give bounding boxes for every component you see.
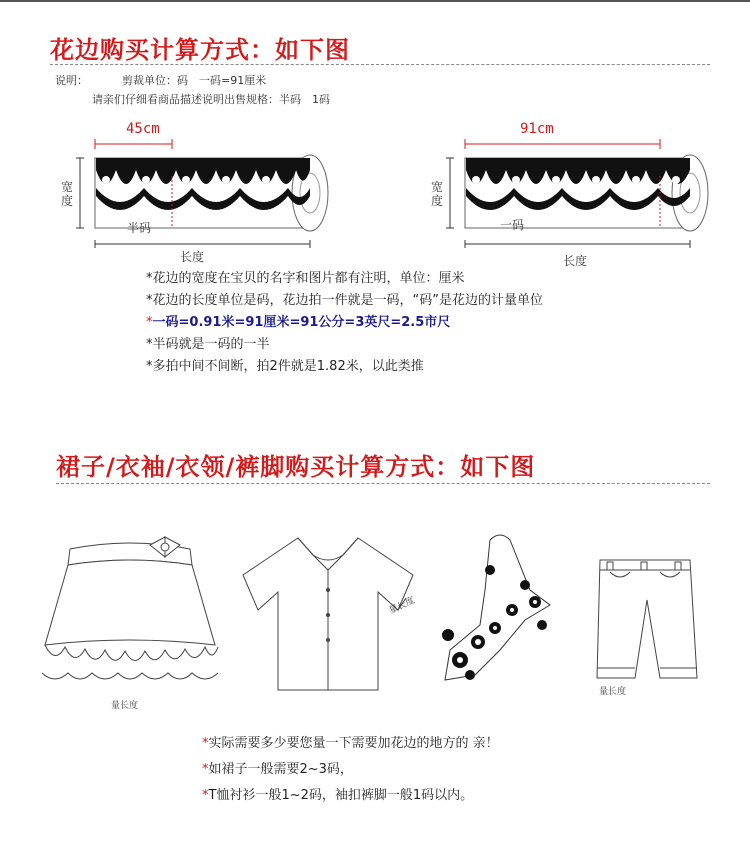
note1-text: 实际需要多少要您量一下需要加花边的地方的 亲！ [208, 736, 499, 751]
lace-note-multiple: *多拍中间不间断，拍2件就是1.82米，以此类推 [146, 359, 424, 374]
note-label: 说明： [55, 74, 88, 87]
lace-note-conversion [146, 312, 543, 334]
title-underline [50, 64, 710, 65]
garment-notes [202, 731, 499, 809]
top-divider [0, 0, 750, 2]
skirt-illustration [30, 535, 220, 700]
garment-section-title: 裙子/衣袖/衣领/裤脚购买计算方式：如下图 [56, 453, 536, 481]
conversion-star: * [146, 315, 153, 330]
lace-note-width: *花边的宽度在宝贝的名字和图片都有注明，单位：厘米 [146, 271, 465, 286]
lace-note-half: *半码就是一码的一半 [146, 337, 270, 352]
garment-title-underline [56, 483, 710, 484]
left-length-label: 长度 [180, 250, 205, 264]
right-width-label: 宽度 [430, 180, 443, 208]
conversion-text: 一码=0.91米=91厘米=91公分=3英尺=2.5市尺 [152, 315, 451, 330]
pants-illustration [585, 550, 705, 685]
garment-note-shirt [202, 783, 499, 809]
lace-section-title: 花边购买计算方式：如下图 [50, 36, 350, 64]
note3-star: * [202, 788, 209, 803]
garment-note-measure [202, 731, 499, 757]
lace-note-unit: *花边的长度单位是码，花边拍一件就是一码，“码”是花边的计量单位 [146, 293, 543, 308]
cut-unit-note: 剪裁单位：码 一码=91厘米 [122, 74, 267, 87]
right-length-label: 长度 [563, 254, 588, 268]
skirt-measure-label: 量长度 [111, 701, 139, 711]
lace-roll-diagram-left [60, 136, 330, 266]
lace-roll-diagram-right [430, 136, 710, 266]
left-half-yard-label: 半码 [127, 221, 152, 235]
right-dimension-label: 91cm [520, 121, 554, 137]
note3-text: T恤衬衫一般1~2码，袖扣裤脚一般1码以内。 [208, 788, 474, 803]
pants-measure-label: 量长度 [599, 687, 627, 697]
lace-notes [146, 268, 543, 378]
right-one-yard-label: 一码 [500, 218, 525, 232]
spec-note: 请亲们仔细看商品描述说明出售规格：半码 1码 [92, 93, 330, 106]
shirt-measure-label: 量长度 [387, 595, 417, 617]
note1-star: * [202, 736, 209, 751]
garment-note-skirt [202, 757, 499, 783]
lace-collar-illustration [430, 530, 570, 690]
note2-text: 如裙子一般需要2~3码， [208, 762, 353, 777]
note2-star: * [202, 762, 209, 777]
left-width-label: 宽度 [60, 180, 73, 208]
left-dimension-label: 45cm [126, 121, 160, 137]
